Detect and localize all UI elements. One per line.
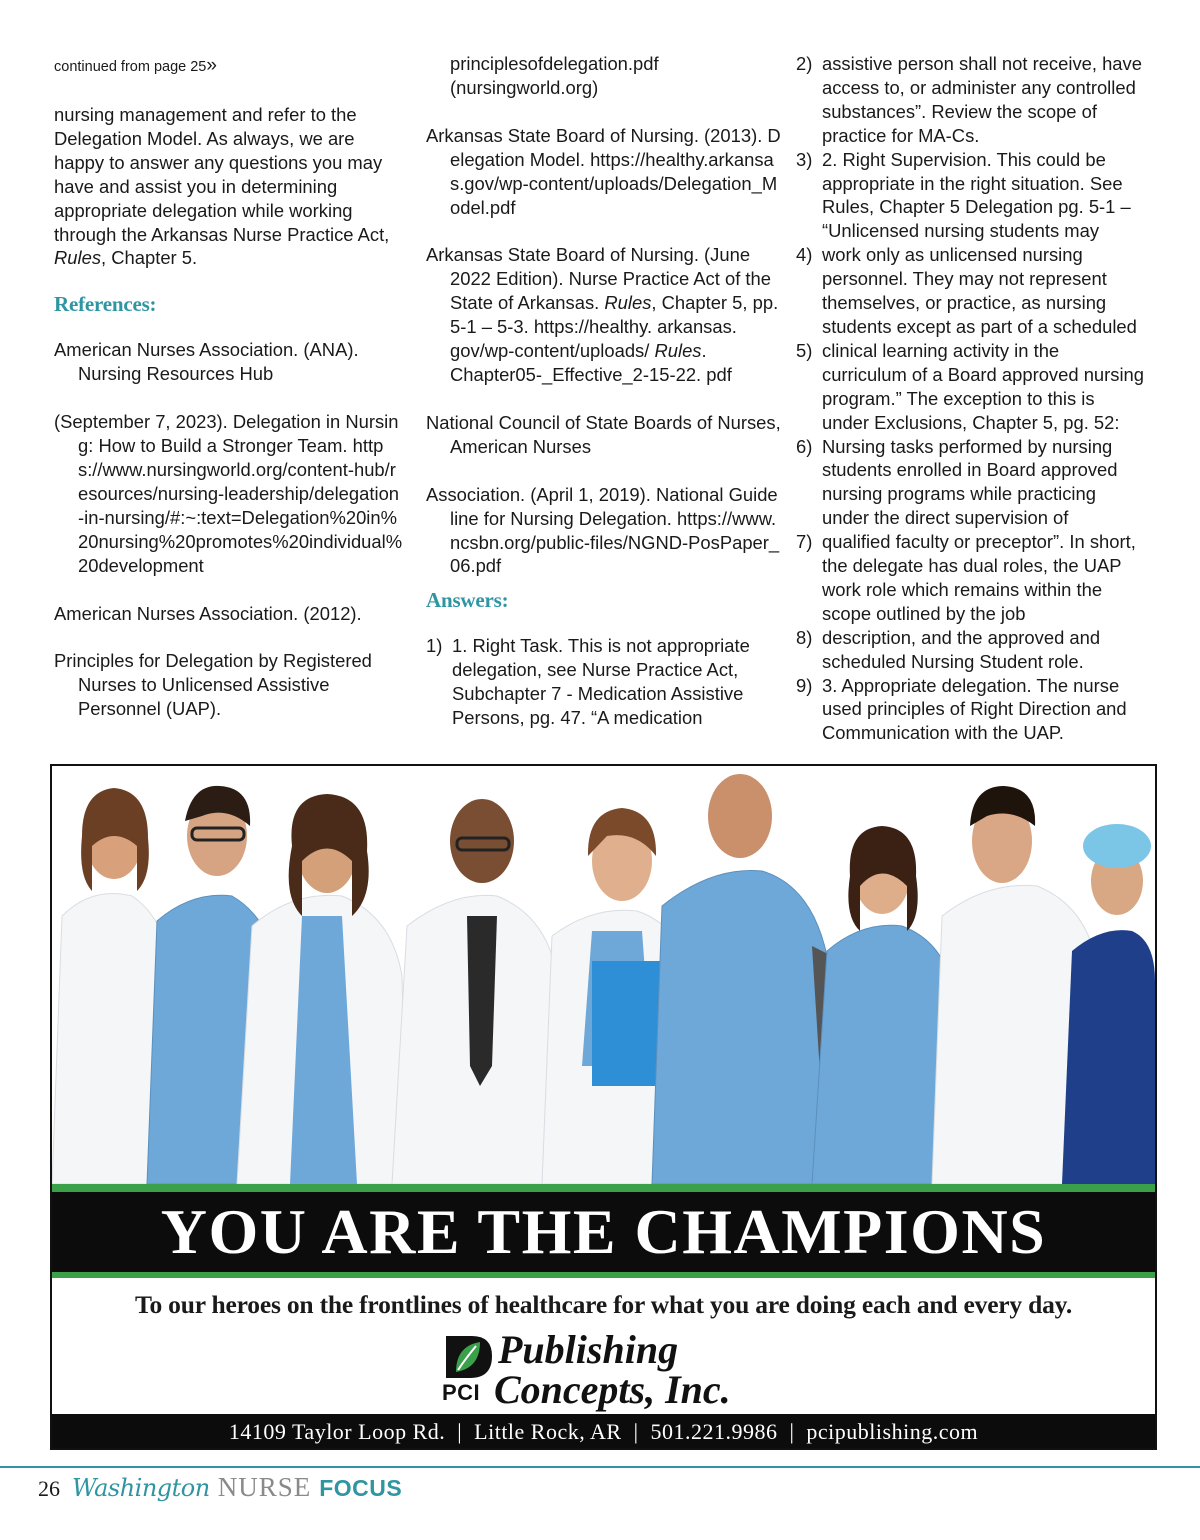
- column-2: [426, 52, 781, 730]
- address-text: 14109 Taylor Loop Rd.: [228, 1419, 446, 1444]
- healthcare-team-illustration: [52, 766, 1155, 1184]
- green-stripe-top: [52, 1184, 1155, 1192]
- footer-rule: [0, 1466, 1200, 1468]
- continued-arrow-icon: »: [206, 55, 217, 76]
- reference-item: Association. (April 1, 2019). National Guideline for Nursing Delegation. https://www.ncsbn.org/public-files/NGND-PosPaper_06.pdf: [426, 483, 780, 577]
- answer-list: [426, 634, 781, 730]
- answers-heading: Answers:: [426, 588, 509, 613]
- answer-item: 7) qualified faculty or preceptor”. In short, the delegate has dual roles, the UAP work role which remains within the scope outlined by the job: [796, 531, 1136, 624]
- healthcare-team-photo: [52, 766, 1155, 1184]
- pci-leaf-icon: [442, 1332, 496, 1382]
- ad-tagline: To our heroes on the frontlines of healthcare for what you are doing each and every day.: [134, 1290, 1073, 1319]
- reference-item: American Nurses Association. (ANA). Nursing Resources Hub: [54, 339, 359, 385]
- magazine-title-nurse: NURSE: [217, 1472, 312, 1502]
- answer-item: 9) 3. Appropriate delegation. The nurse used principles of Right Direction and Communication with the UAP.: [796, 674, 1127, 744]
- reference-item: American Nurses Association. (2012).: [54, 602, 362, 624]
- answer-item: 6) Nursing tasks performed by nursing students enrolled in Board approved nursing programs while practicing under the direct supervision of: [796, 435, 1118, 529]
- references-heading: References:: [54, 292, 157, 317]
- answer-item: 5) clinical learning activity in the curriculum of a Board approved nursing program.” The exception to this is under Exclusions, Chapter 5, pg. 52:: [796, 339, 1145, 433]
- page-footer: [38, 1472, 402, 1506]
- continued-text: continued from page 25: [54, 59, 207, 75]
- separator: |: [457, 1419, 463, 1444]
- continued-note: [54, 56, 404, 77]
- magazine-title-focus: FOCUS: [319, 1475, 403, 1501]
- intro-paragraph: nursing management and refer to the Delegation Model. As always, we are happy to answer any questions you may have and assist you in determining appropriate delegation while working through the Arkansas Nurse Practice Act, Rules, Chapter 5.: [54, 104, 390, 269]
- city-text: Little Rock, AR: [474, 1419, 622, 1444]
- logo-concepts-text: Concepts, Inc.: [494, 1367, 731, 1412]
- phone-text: 501.221.9986: [650, 1419, 778, 1444]
- reference-item: Arkansas State Board of Nursing. (2013). Delegation Model. https://healthy.arkansas.gov/wp-content/uploads/Delegation_Model.pdf: [426, 124, 781, 218]
- separator: |: [633, 1419, 639, 1444]
- answer-list-continued: [796, 52, 1146, 745]
- headline-band: [52, 1192, 1155, 1272]
- reference-item: Arkansas State Board of Nursing. (June 2022 Edition). Nurse Practice Act of the State of Arkansas. Rules, Chapter 5, pp. 5-1 – 5-3. https://healthy. arkansas. gov/wp-content/uploads/ Rules. Chapter05-_Effective_2-15-22. pdf: [426, 244, 779, 385]
- logo-publishing-text: Publishing: [498, 1327, 679, 1372]
- contact-bar: [52, 1414, 1155, 1450]
- website-link[interactable]: pcipublishing.com: [806, 1419, 979, 1444]
- answer-item: 8) description, and the approved and scheduled Nursing Student role.: [796, 626, 1101, 672]
- reference-item: Principles for Delegation by Registered Nurses to Unlicensed Assistive Personnel (UAP).: [54, 650, 372, 720]
- column-3: [796, 52, 1146, 745]
- pci-advertisement: [50, 764, 1157, 1450]
- reference-item: National Council of State Boards of Nurses, American Nurses: [426, 411, 781, 457]
- answer-item: 4) work only as unlicensed nursing personnel. They may not represent themselves, or practice, as nursing students except as part of a scheduled: [796, 244, 1137, 337]
- answer-item: 1) 1. Right Task. This is not appropriate delegation, see Nurse Practice Act, Subchapter 7 - Medication Assistive Persons, pg. 47. “A medication: [426, 635, 750, 729]
- reference-continued: principlesofdelegation.pdf (nursingworld.org): [450, 53, 659, 98]
- magazine-title-script: Washington: [72, 1474, 210, 1502]
- ad-headline: YOU ARE THE CHAMPIONS: [160, 1196, 1047, 1267]
- green-stripe-bottom: [52, 1272, 1155, 1278]
- reference-item: (September 7, 2023). Delegation in Nursing: How to Build a Stronger Team. https://www.nursingworld.org/content-hub/resources/nursing-leadership/delegation-in-nursing/#:~:text=Delegation%20in%20nursing%20promotes%20individual%20development: [54, 411, 403, 576]
- column-1: [54, 52, 404, 721]
- answer-item: 3) 2. Right Supervision. This could be appropriate in the right situation. See Rules, Chapter 5 Delegation pg. 5-1 – “Unlicensed nursing students may: [796, 148, 1131, 242]
- logo-pci-text: PCI: [442, 1380, 481, 1405]
- answer-item: 2) assistive person shall not receive, have access to, or administer any controlled substances”. Review the scope of practice for MA-Cs.: [796, 53, 1142, 146]
- page-number: 26: [38, 1476, 60, 1501]
- pci-logo: [442, 1327, 782, 1412]
- separator: |: [789, 1419, 795, 1444]
